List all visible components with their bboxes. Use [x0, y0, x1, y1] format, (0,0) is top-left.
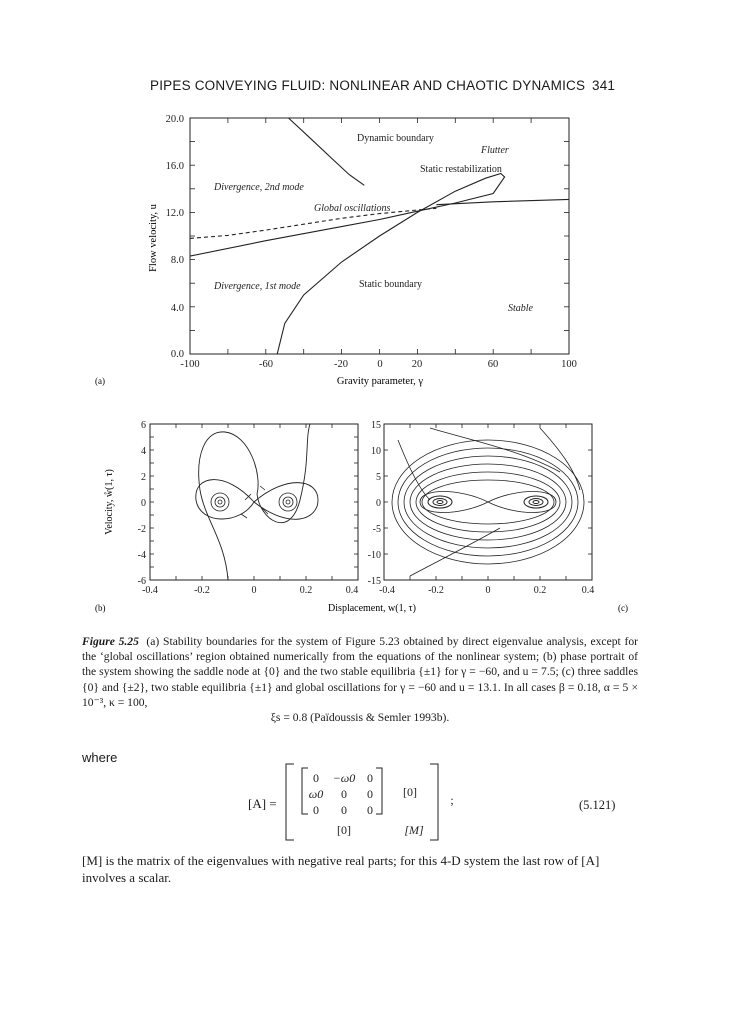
ytick-label: 0.0	[170, 349, 184, 360]
ytick-label: 15	[371, 420, 381, 431]
label-divergence-1st: Divergence, 1st mode	[214, 281, 301, 292]
inner-homoclinic	[420, 492, 556, 513]
panel-b-x-ticks	[142, 585, 358, 596]
panel-b-trajectories	[196, 424, 318, 580]
xtick-label: 100	[561, 359, 577, 370]
ytick-label: -5	[372, 524, 381, 535]
xtick-label: 60	[487, 359, 499, 370]
matrix-cell: 0	[341, 787, 347, 801]
panel-label-a: (a)	[95, 376, 105, 386]
curve-static-boundary	[190, 174, 505, 355]
matrix-cell: 0	[313, 771, 319, 785]
matrix-zero-block: [0]	[403, 785, 417, 799]
xtick-label: 0	[377, 359, 383, 370]
xtick-label: 0.2	[299, 585, 313, 596]
xtick-label: -20	[334, 359, 348, 370]
ytick-label: -4	[137, 550, 146, 561]
panel-a	[95, 114, 577, 387]
ytick-label: 20.0	[165, 114, 184, 125]
panel-c-orbits	[392, 428, 584, 576]
ytick-label: 10	[371, 446, 381, 457]
curve-static-restabilization	[436, 199, 569, 204]
xtick-label: 0.4	[345, 585, 359, 596]
ytick-label: 0	[141, 498, 146, 509]
separatrix-right	[257, 424, 310, 523]
spiral	[533, 501, 539, 504]
xtick-label: 0.4	[581, 585, 595, 596]
label-static-restabilization: Static restabilization	[420, 164, 502, 175]
panel-a-y-ticks	[166, 114, 184, 360]
spiral	[218, 500, 222, 504]
xtick-label: -100	[180, 359, 200, 370]
matrix-cell: 0	[341, 803, 347, 817]
label-global-oscillations: Global oscillations	[314, 203, 391, 214]
ytick-label: -10	[367, 550, 381, 561]
panel-bc-xlabel: Displacement, w(1, τ)	[328, 603, 416, 614]
homoclinic-loop	[196, 480, 318, 520]
ytick-label: -6	[137, 576, 146, 587]
ytick-label: 4	[141, 446, 146, 457]
spiral	[433, 499, 447, 506]
outer-bracket-right	[430, 764, 438, 840]
matrix-zero-block: [0]	[337, 823, 351, 837]
ytick-label: 8.0	[170, 255, 184, 266]
xtick-label: -60	[259, 359, 273, 370]
ytick-label: 6	[141, 420, 146, 431]
ytick-label: 16.0	[165, 161, 184, 172]
panel-c	[328, 420, 628, 614]
spiral	[428, 496, 452, 508]
panel-a-region-labels	[213, 133, 534, 314]
inner-bracket-left	[302, 768, 308, 814]
xtick-label: -0.2	[428, 585, 444, 596]
panel-label-b: (b)	[95, 603, 106, 613]
matrix-cell: 0	[313, 803, 319, 817]
xtick-label: 0	[251, 585, 257, 596]
ytick-label: 2	[141, 472, 146, 483]
matrix-cell: 0	[367, 803, 373, 817]
body-paragraph: [M] is the matrix of the eigenvalues with negative real parts; for this 4-D system the last row of [A] involves a scalar.	[82, 853, 600, 885]
spiral	[211, 493, 229, 511]
panel-b	[95, 420, 358, 613]
xtick-label: -0.4	[142, 585, 158, 596]
page-number: 341	[592, 78, 616, 93]
ytick-label: 0	[376, 498, 381, 509]
ytick-label: 5	[376, 472, 381, 483]
spiral	[437, 501, 443, 504]
equation-number: (5.121)	[579, 798, 616, 812]
caption-last-line: ξs = 0.8 (Païdoussis & Semler 1993b).	[270, 711, 450, 725]
outer-bracket-left	[286, 764, 294, 840]
label-dynamic-boundary: Dynamic boundary	[357, 133, 434, 144]
curve-dynamic-boundary	[289, 118, 365, 185]
matrix-cell: −ω0	[332, 771, 356, 785]
caption-label: Figure 5.25	[82, 635, 139, 648]
matrix-cell: 0	[367, 787, 373, 801]
block-matrix	[280, 762, 470, 842]
where-text: where	[82, 750, 118, 765]
label-stable: Stable	[508, 303, 533, 314]
panel-a-x-ticks	[180, 359, 577, 370]
xtick-label: 0.2	[533, 585, 547, 596]
inner-bracket-right	[376, 768, 382, 814]
spiral	[529, 499, 543, 506]
ytick-label: 4.0	[170, 303, 184, 314]
xtick-label: 0	[485, 585, 491, 596]
spiral	[279, 493, 297, 511]
xtick-label: -0.2	[194, 585, 210, 596]
panel-c-x-ticks	[379, 585, 594, 596]
trajectory	[398, 428, 580, 576]
xtick-label: -0.4	[379, 585, 395, 596]
running-title: PIPES CONVEYING FLUID: NONLINEAR AND CHAOTIC DYNAMICS	[150, 78, 586, 93]
spiral	[215, 497, 225, 507]
ytick-label: 12.0	[165, 208, 184, 219]
xtick-label: 20	[411, 359, 423, 370]
panel-label-c: (c)	[618, 603, 628, 613]
matrix-m-block: [M]	[404, 823, 424, 837]
panel-a-xlabel: Gravity parameter, γ	[336, 376, 424, 387]
panel-b-y-ticks	[138, 420, 146, 587]
panel-b-ylabel: Velocity, ẘ(1, τ)	[104, 469, 115, 535]
panel-a-ylabel: Flow velocity, u	[148, 204, 159, 272]
panel-c-y-ticks	[368, 420, 381, 587]
label-static-boundary: Static boundary	[359, 279, 423, 290]
spiral	[524, 496, 548, 508]
caption-text: (a) Stability boundaries for the system of Figure 5.23 obtained by direct eigenvalue analysis, except for the ‘global oscillations’ region obtained numerically from the equations of the nonlinear system; (b) phase portrait of the system showing the saddle node at {0} and the two stable equilibria {±1} for γ = −60, and u = 7.5; (c) three saddles {0} and {±2}, two stable equilibria {±1} and global oscillations for γ = −60 and u = 13.1. In all cases β = 0.18, α = 5 × 10⁻³, κ = 100,	[82, 635, 638, 709]
label-divergence-2nd: Divergence, 2nd mode	[214, 182, 304, 193]
equation-semicolon: ;	[450, 793, 454, 807]
ytick-label: -15	[367, 576, 381, 587]
spiral	[286, 500, 290, 504]
figure-caption	[82, 634, 638, 725]
matrix-cell: ω0	[308, 787, 324, 801]
label-flutter: Flutter	[481, 145, 509, 156]
matrix-cell: 0	[367, 771, 373, 785]
spiral	[283, 497, 293, 507]
equation-lhs: [A] =	[248, 796, 277, 811]
ytick-label: -2	[137, 524, 146, 535]
